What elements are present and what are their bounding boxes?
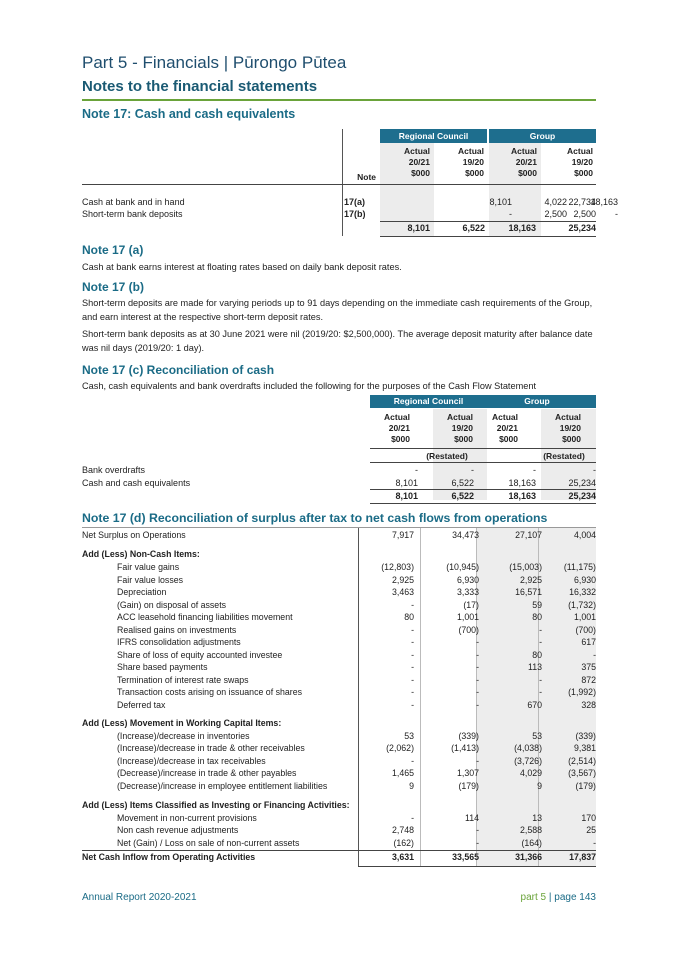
column-header: Actual 19/20 $000	[458, 146, 484, 178]
table-row: (Decrease)/increase in trade & other payables 1,465 1,307 4,029 (3,567)	[117, 768, 596, 778]
table-row: Transaction costs arising on issuance of shares - - - (1,992)	[117, 687, 596, 697]
title-divider	[82, 99, 596, 101]
table-rule	[82, 527, 596, 528]
note-17d-heading: Note 17 (d) Reconciliation of surplus after tax to net cash flows from operations	[82, 511, 548, 525]
section-heading-row: Add (Less) Movement in Working Capital Items:	[82, 718, 282, 728]
table-row: Realised gains on investments - (700) - (700)	[117, 624, 596, 635]
regional-council-header: Regional Council	[380, 129, 487, 143]
table-row: Fair value gains (12,803) (10,945) (15,003) (11,175)	[117, 562, 596, 572]
group-header: Group	[478, 395, 596, 408]
section-heading-row: Add (Less) Items Classified as Investing or Financing Activities:	[82, 800, 350, 810]
total-rule	[82, 850, 596, 851]
note-column-header: Note	[357, 172, 376, 182]
table-row: Net (Gain) / Loss on sale of non-current assets (162) - (164) -	[117, 837, 596, 848]
column-header: Actual 20/21 $000	[511, 146, 537, 178]
note-17c-heading: Note 17 (c) Reconciliation of cash	[82, 363, 275, 377]
header-rule	[370, 448, 596, 449]
part-title: Part 5 - Financials | Pūrongo Pūtea	[82, 53, 347, 72]
table-row: (Gain) on disposal of assets - (17) 59 (1,732)	[117, 599, 596, 610]
total-row: 8,101 6,522 18,163 25,234	[407, 223, 596, 233]
table-row: Bank overdrafts - - - -	[82, 465, 596, 475]
note-17-heading: Note 17: Cash and cash equivalents	[82, 107, 296, 121]
column-header: Actual 20/21 $000	[492, 412, 518, 444]
column-header: Actual 19/20 $000	[447, 412, 473, 444]
total-row: Net Cash Inflow from Operating Activities 3,631 33,565 31,366 17,837	[82, 852, 596, 862]
column-header: Actual 19/20 $000	[555, 412, 581, 444]
section-heading-row: Add (Less) Non-Cash Items:	[82, 549, 200, 559]
table-row: Termination of interest rate swaps - - - 872	[117, 674, 596, 685]
total-rule	[358, 866, 596, 867]
table-row: Non cash revenue adjustments 2,748 - 2,588 25	[117, 825, 596, 835]
table-row: Share based payments - - 113 375	[117, 662, 596, 672]
note-17b-text-2: Short-term bank deposits as at 30 June 2021 were nil (2019/20: $2,500,000). The average deposit maturity after balance date was nil days (2019/20: 1 day).	[82, 329, 593, 353]
total-rule	[380, 221, 596, 222]
note-17a-heading: Note 17 (a)	[82, 243, 144, 257]
table-row: Deferred tax - - 670 328	[117, 699, 596, 710]
table-row: Cash and cash equivalents 8,101 6,522 18,163 25,234	[82, 478, 596, 488]
net-surplus-row: Net Surplus on Operations 7,917 34,473 27,107 4,004	[82, 530, 596, 540]
table-row: ACC leasehold financing liabilities movement 80 1,001 80 1,001	[117, 612, 596, 622]
total-rule	[380, 236, 596, 237]
restated-label: (Restated)	[426, 451, 468, 461]
table-row: Fair value losses 2,925 6,930 2,925 6,930	[117, 574, 596, 585]
column-header: Actual 20/21 $000	[404, 146, 430, 178]
table-row: Share of loss of equity accounted investee - - 80 -	[117, 649, 596, 660]
table-row: Depreciation 3,463 3,333 16,571 16,332	[117, 587, 596, 597]
note-17b-heading: Note 17 (b)	[82, 280, 145, 294]
total-row: 8,101 6,522 18,163 25,234	[395, 491, 596, 501]
table-row: (Increase)/decrease in tax receivables - - (3,726) (2,514)	[117, 755, 596, 766]
table-row: Movement in non-current provisions - 114 13 170	[117, 812, 596, 823]
section-title: Notes to the financial statements	[82, 78, 318, 95]
total-rule	[370, 503, 596, 504]
note-17b-text-1: Short-term deposits are made for varying periods up to 91 days depending on the immediate cash requirements of the Group, and earn interest at the respective short-term deposit rates.	[82, 298, 593, 322]
header-rule	[370, 462, 596, 463]
table-row: IFRS consolidation adjustments - - - 617	[117, 637, 596, 647]
footer-report-title: Annual Report 2020-2021	[82, 892, 197, 903]
footer-separator: |	[546, 892, 555, 903]
note-17a-text: Cash at bank earns interest at floating rates based on daily bank deposit rates.	[82, 262, 402, 272]
restated-label: (Restated)	[543, 451, 585, 461]
column-header: Actual 19/20 $000	[567, 146, 593, 178]
total-rule	[370, 489, 596, 490]
regional-council-header: Regional Council	[370, 395, 487, 408]
footer-page-number: page 143	[554, 892, 596, 903]
group-header: Group	[489, 129, 596, 143]
footer-part: part 5	[520, 892, 547, 903]
column-header: Actual 20/21 $000	[384, 412, 410, 444]
table-row: Short-term bank deposits 17(b) - 2,500 - 2,500	[82, 209, 618, 219]
table-rule	[82, 184, 596, 185]
note-17c-text: Cash, cash equivalents and bank overdrafts included the following for the purposes of the Cash Flow Statement	[82, 381, 537, 391]
table-row: (Increase)/decrease in trade & other receivables (2,062) (1,413) (4,038) 9,381	[117, 743, 596, 753]
table-row: (Decrease)/increase in employee entitlement liabilities 9 (179) 9 (179)	[117, 780, 596, 791]
table-row: (Increase)/decrease in inventories 53 (339) 53 (339)	[117, 730, 596, 741]
footer-page-info	[470, 892, 596, 903]
table-row: Cash at bank and in hand 17(a) 8,101 4,022 18,163 22,734	[82, 197, 618, 207]
